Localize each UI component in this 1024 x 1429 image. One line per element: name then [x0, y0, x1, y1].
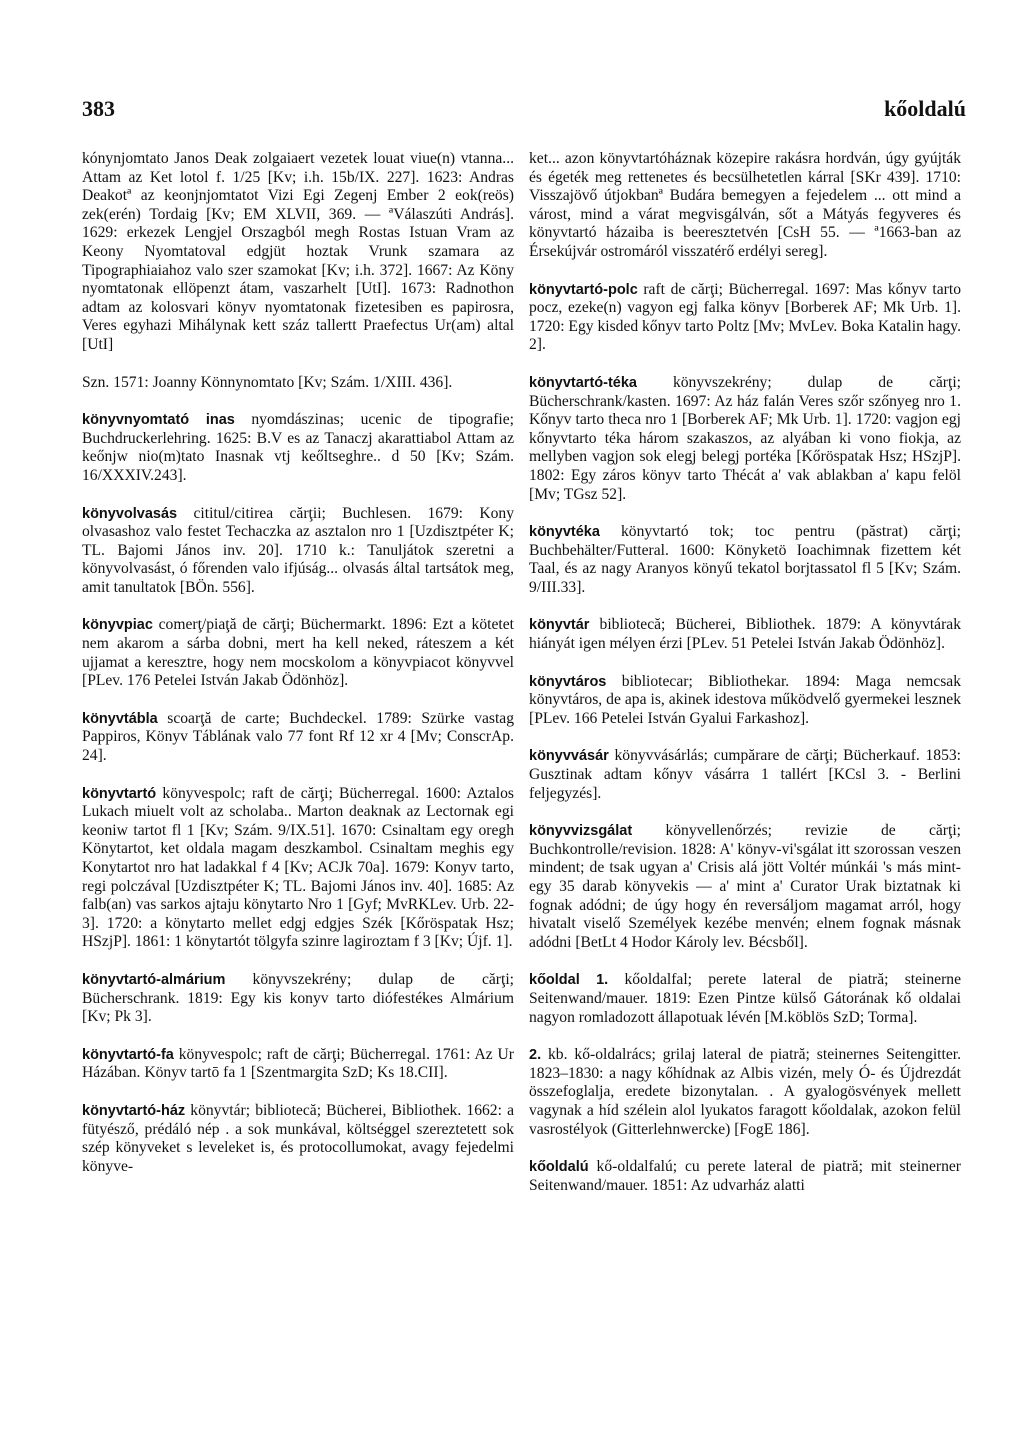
dictionary-entry [82, 616, 514, 690]
entry-text: Szn. 1571: Joanny Könnynomtato [Kv; Szám. 1/XIII. 436]. [82, 373, 453, 391]
dictionary-entry [529, 1158, 961, 1195]
entry-text: könyvszekrény; dulap de cărţi; Bücherschrank. 1819: Egy kis konyv tarto diófestékes Almárium [Kv; Pk 3]. [82, 970, 514, 1026]
right-column [529, 150, 961, 1214]
page-number: 383 [82, 96, 115, 121]
entry-headword: könyvvásár [529, 748, 609, 765]
entry-headword: kőoldalú [529, 1159, 589, 1176]
entry-headword: könyvtár [529, 617, 590, 634]
entry-headword: könyvolvasás [82, 505, 178, 522]
dictionary-entry [529, 523, 961, 597]
entry-headword: 2. [529, 1047, 542, 1064]
entry-text: kőoldalfal; perete lateral de piatră; steinerne Seitenwand/mauer. 1819: Ezen Pintze külső Gátorának kő oldalai nagyon romladozott állapotuak lévén [M.köblös SzD; Torma]. [529, 971, 961, 1026]
dictionary-entry [529, 150, 961, 262]
dictionary-entry [529, 747, 961, 803]
dictionary-entry [529, 374, 961, 504]
entry-text: könyvszekrény; dulap de cărţi; Bücherschrank/kasten. 1697: Az ház falán Veres szőr szőnyeg nro 1. Kőnyv tarto theca nro 1 [Borberek AF; Mk Urb. 1]. 1720: vagjon egj kőnyvtarto téka három szakaszos, az alyában ki vono fiokja, az mellyben vagjon sok elegj belegj portéka [Kőröspatak Hsz; HSzjP]. 1802: Egy záros könyv tarto Thécát a' vak ablakban a' kapu felöl [Mv; TGsz 52]. [529, 373, 961, 503]
dictionary-entry [82, 505, 514, 598]
dictionary-entry [82, 1102, 514, 1176]
dictionary-entry [82, 971, 514, 1027]
entry-headword: könyvtartó-almárium [82, 971, 226, 988]
entry-headword: könyvtartó [82, 785, 157, 802]
entry-text: könyvtartó tok; toc pentru (păstrat) cărţi; Buchbehälter/Futteral. 1600: Könyketö Ioachimnak fizettem két Taal, és az nagy Aranyos könyű tekatol borjtassatol fl 5 [Kv; Szám. 9/III.33]. [529, 523, 961, 596]
dictionary-entry [82, 785, 514, 952]
running-head: kőoldalú [884, 96, 966, 121]
entry-text: könyvespolc; raft de cărţi; Bücherregal. 1761: Az Ur Házában. Könyv tartō fa 1 [Szentmargita SzD; Ks 18.CII]. [82, 1045, 514, 1082]
dictionary-entry [82, 374, 514, 393]
entry-headword: könyvtartó-polc [529, 281, 638, 298]
left-column [82, 150, 514, 1195]
entry-text: könyvespolc; raft de cărţi; Bücherregal. 1600: Aztalos Lukach miuelt volt az scholaba.. Marton deaknak az Lectornak egi keoniw tartot fl 1 [Kv; Szám. 9/IX.51]. 1670: Csinaltam egy oregh Könytartot, ket oldala magam deszkambol. Csinaltam meghis egy Konytartot nro hat ladakkal f 4 [Kv; ACJk 70a]. 1679: Konyv tarto, regi polczával [Uzdisztpéter K; TL. Bajomi János inv. 40]. 1685: Az falb(an) vas sarkos ajtaju könytarto Nro 1 [Gyf; MvRKLev. Urb. 22-3]. 1720: a könytarto mellet edgj edgjes Szék [Kőröspatak Hsz; HSzjP]. 1861: 1 könytartót tölgyfa szinre lagiroztam f 3 [Kv; Újf. 1]. [82, 784, 514, 951]
dictionary-entry [82, 710, 514, 766]
entry-headword: könyvtartó-téka [529, 374, 637, 391]
entry-text: cititul/citirea cărţii; Buchlesen. 1679: Kony olvasashoz valo festet Techaczka az asztalon nro 1 [Uzdisztpéter K; TL. Bajomi János inv. 20]. 1710 k.: Tanuljátok szeretni a könyvolvasást, ó főrenden valo ifjúság... olvasás által tartsátok meg, amit tanultatok [BÖn. 556]. [82, 504, 514, 596]
entry-text: raft de cărţi; Bücherregal. 1697: Mas kőnyv tarto pocz, ezeke(n) vagyon egj falka könyv [Borberek AF; Mk Urb. 1]. 1720: Egy kisded kőnyv tarto Poltz [Mv; MvLev. Boka Katalin hagy. 2]. [529, 280, 961, 354]
entry-headword: könyvtartó-fa [82, 1046, 174, 1063]
page-header [82, 96, 966, 126]
entry-headword: könyvtéka [529, 524, 600, 541]
dictionary-entry [529, 1046, 961, 1139]
entry-headword: könyvvizsgálat [529, 823, 633, 840]
entry-headword: könyvtábla [82, 710, 158, 727]
entry-text: bibliotecă; Bücherei, Bibliothek. 1879: A könyvtárak hiányát igen mélyen érzi [PLev. 51 Petelei István Jakab Ödönhöz]. [529, 616, 961, 653]
dictionary-entry [529, 971, 961, 1027]
entry-headword: kőoldal 1. [529, 972, 609, 989]
dictionary-entry [82, 150, 514, 355]
entry-text: kónynjomtato Janos Deak zolgaiaert vezetek louat viue(n) vtanna... Attam az Ket lotol f. 1/25 [Kv; i.h. 15b/IX. 227]. 1623: Andras Deakotª az keonjnjomtatot Vizi Egi Zegenj Ember 2 eok(reös) zek(erén) Tordaig [Kv; EM XLVII, 369. — ªVálaszúti András]. 1629: erkezek Lengjel Orszagból megh Rostas Istuan Vram az Keony Nyomtatoval edgjüt hoztak Vrunk szamara az Tipographiaiahoz valo szer szamokat [Kv; i.h. 372]. 1667: Az Köny nyomtatonak ellöpenzt átam, vaszarhelt [UtI]. 1673: Radnothon adtam az kolosvari könyv nyomtatonak fizetesiben es papirosra, Veres egyhazi Mihálynak kett száz tallertt Praefectus Ur(am) altal [UtI] [82, 150, 514, 353]
dictionary-entry [529, 822, 961, 952]
dictionary-entry [529, 616, 961, 653]
entry-text: könyvellenőrzés; revizie de cărţi; Buchkontrolle/revision. 1828: A' könyv-vi'sgálat itt szorossan veszen mindent; de tsak ugyan a' Crisis alá jött Voltér múnkái 's más mint-egy 35 darab könyvekis — a' mint a' Curator Urak biztatnak ki fognak adódni; de úgy hogy én reversáljom magamat arról, hogy hivatalt viselő Személyek kezébe menvén; elnem fognak másnak adódni [BetLt 4 Hodor Károly lev. Bécsből]. [529, 822, 961, 951]
entry-headword: könyvtartó-ház [82, 1102, 186, 1119]
dictionary-entry [82, 1046, 514, 1083]
entry-text: könyvtár; bibliotecă; Bücherei, Bibliothek. 1662: a fütyésző, prédáló nép . a sok munkával, költséggel szereztetett sok szép könyveket s leveleket is, és protocollumokat, avagy fejedelmi könyve- [82, 1101, 514, 1175]
entry-headword: könyvtáros [529, 673, 607, 690]
entry-text: comerţ/piaţă de cărţi; Büchermarkt. 1896: Ezt a kötetet nem akarom a sárba dobni, mert ha kell neked, ráteszem a két ujjamat a keresztre, hogy nem mocskolom a könyvpiacot könyvvel [PLev. 176 Petelei István Jakab Ödönhöz]. [82, 616, 514, 690]
entry-headword: könyvpiac [82, 617, 153, 634]
entry-text: ket... azon könyvtartóháznak közepire rakásra hordván, úgy gyújták és égeték meg rettenetes és becsülhetetlen kárral [SKr 439]. 1710: Visszajövő útjokbanª Budára bemegyen a fejedelem ... ott mind a várost, mind a várat megvisgálván, sőt a Mátyás fegyveres és könyvtartó házaiba is beeresztetvén [CsH 55. — ª1663-ban az Érsekújvár ostromáról visszatérő erdélyi sereg]. [529, 150, 961, 260]
entry-text: bibliotecar; Bibliothekar. 1894: Maga nemcsak könyvtáros, de apa is, akinek idestova működvelő gyermekei lesznek [PLev. 166 Petelei István Gyalui Farkashoz]. [529, 672, 961, 727]
entry-text: könyvvásárlás; cumpărare de cărţi; Bücherkauf. 1853: Gusztinak adtam kőnyv vásárra 1 tallért [KCsl 3. - Berlini feljegyzés]. [529, 747, 961, 802]
entry-text: kő-oldalfalú; cu perete lateral de piatră; mit steinerner Seitenwand/mauer. 1851: Az udvarház alatti [529, 1158, 961, 1194]
entry-text: scoarţă de carte; Buchdeckel. 1789: Szürke vastag Pappiros, Könyv Táblának valo 77 font Rf 12 xr 4 [Mv; ConscrAp. 24]. [82, 709, 514, 765]
entry-text: nyomdászinas; ucenic de tipografie; Buchdruckerlehring. 1625: B.V es az Tanaczj akarattiabol Attam az keőnjw nio(m)tato Inasnak vtj keőltseghre.. d 50 [Kv; Szám. 16/XXXIV.243]. [82, 411, 514, 484]
entry-headword: könyvnyomtató inas [82, 412, 235, 429]
entry-text: kb. kő-oldalrács; grilaj lateral de piatră; steinernes Seitengitter. 1823–1830: a nagy kőhídnak az Albis vizén, mely Ó- és Újdrezdát összefoglalja, eredete bizonytalan. . A gyalogösvények mellett vagynak a híd szélein alol lyukatos faragott kőoldalak, azokon felül vasrostélyok (Gitterlehnwercke) [FogE 186]. [529, 1046, 961, 1138]
dictionary-entry [529, 673, 961, 729]
dictionary-entry [529, 281, 961, 355]
dictionary-entry [82, 411, 514, 485]
